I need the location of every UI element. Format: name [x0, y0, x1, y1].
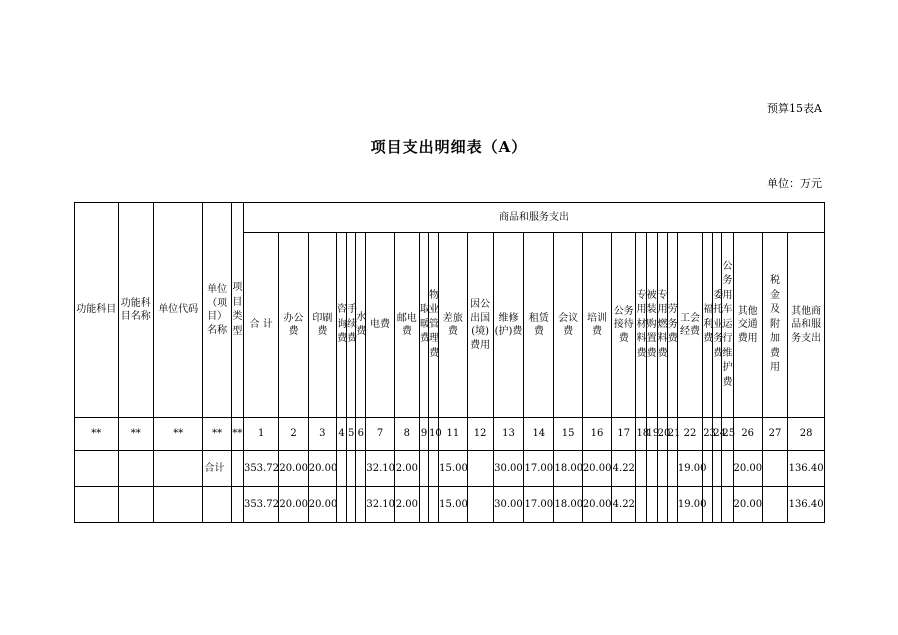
- column-header-20: [657, 233, 667, 418]
- value-cell: [467, 451, 493, 487]
- row-label-cell: 合计: [203, 451, 231, 487]
- value-cell: 19.00: [677, 487, 702, 523]
- value-cell: [713, 451, 722, 487]
- value-cell: [667, 451, 677, 487]
- index-star-1: **: [118, 418, 153, 451]
- index-number-15: 15: [554, 418, 582, 451]
- column-header-26: 其他交通费用: [733, 233, 762, 418]
- value-cell: 18.00: [554, 487, 582, 523]
- value-cell: [337, 487, 347, 523]
- value-cell: [657, 487, 667, 523]
- index-star-4: **: [231, 418, 243, 451]
- value-cell: 20.00: [279, 451, 308, 487]
- row-label-cell: [153, 487, 203, 523]
- column-header-15: 会议费: [554, 233, 582, 418]
- index-number-19: 19: [646, 418, 657, 451]
- index-number-3: 3: [308, 418, 336, 451]
- value-cell: 15.00: [439, 451, 467, 487]
- column-header-9: [419, 233, 428, 418]
- value-cell: [722, 451, 733, 487]
- value-cell: 20.00: [308, 451, 336, 487]
- column-header-4-text: 咨询费: [337, 304, 348, 345]
- column-header-10: [429, 233, 439, 418]
- value-cell: 17.00: [524, 487, 554, 523]
- row-label-cell: [203, 487, 231, 523]
- index-number-11: 11: [439, 418, 467, 451]
- value-cell: [356, 487, 366, 523]
- value-cell: [762, 451, 787, 487]
- row-label-cell: [231, 451, 243, 487]
- index-number-13: 13: [493, 418, 523, 451]
- table-row: [75, 451, 825, 487]
- column-header-9-text: 取暖费: [419, 304, 430, 345]
- form-reference: 预算15表A: [767, 102, 822, 115]
- column-header-13: 维修(护)费: [493, 233, 523, 418]
- value-cell: [722, 487, 733, 523]
- index-number-14: 14: [524, 418, 554, 451]
- value-cell: [429, 487, 439, 523]
- index-number-17: 17: [612, 418, 636, 451]
- value-cell: [429, 451, 439, 487]
- column-header-23: [703, 233, 713, 418]
- column-header-27-text: 税金及附加费用: [770, 275, 780, 374]
- column-header-7: 电费: [366, 233, 394, 418]
- column-header-20-text: 专用燃料费: [657, 289, 668, 359]
- page-title: 项目支出明细表（A）: [370, 138, 528, 156]
- value-cell: 353.72: [243, 451, 278, 487]
- column-header-6-text: 水费: [356, 311, 367, 337]
- column-header-21-text: 劳务费: [667, 304, 678, 345]
- column-header-10-text: 物业管理费: [429, 289, 440, 359]
- index-number-9: 9: [419, 418, 428, 451]
- index-number-26: 26: [733, 418, 762, 451]
- column-header-18-text: 专用材料费: [636, 289, 647, 359]
- value-cell: [347, 451, 356, 487]
- index-number-8: 8: [394, 418, 419, 451]
- value-cell: [356, 451, 366, 487]
- index-number-24: 24: [713, 418, 722, 451]
- column-header-24-text: 委托业务费: [713, 289, 724, 359]
- unit-label: 单位：万元: [767, 177, 822, 190]
- index-number-23: 23: [703, 418, 713, 451]
- index-number-25: 25: [722, 418, 733, 451]
- group-header: 商品和服务支出: [243, 203, 824, 233]
- column-header-17: 公务接待费: [612, 233, 636, 418]
- value-cell: 15.00: [439, 487, 467, 523]
- value-cell: [667, 487, 677, 523]
- value-cell: [419, 487, 428, 523]
- column-header-27: [762, 233, 787, 418]
- column-header-5-text: 手续费: [347, 304, 358, 345]
- value-cell: [347, 487, 356, 523]
- row-label-cell: [118, 451, 153, 487]
- column-header-12: 因公出国(境)费用: [467, 233, 493, 418]
- value-cell: 30.00: [493, 487, 523, 523]
- index-star-2: **: [153, 418, 203, 451]
- value-cell: 4.22: [612, 487, 636, 523]
- index-number-22: 22: [677, 418, 702, 451]
- column-header-25-text: 公务用车运行维护费: [722, 260, 733, 388]
- value-cell: [646, 451, 657, 487]
- value-cell: 32.10: [366, 487, 394, 523]
- value-cell: 17.00: [524, 451, 554, 487]
- row-label-cell: [75, 451, 119, 487]
- left-header-0: 功能科目: [75, 203, 119, 418]
- column-header-19: [646, 233, 657, 418]
- index-number-21: 21: [667, 418, 677, 451]
- row-label-cell: [75, 487, 119, 523]
- value-cell: 20.00: [582, 451, 611, 487]
- value-cell: 2.00: [394, 451, 419, 487]
- column-header-24: [713, 233, 722, 418]
- value-cell: [337, 451, 347, 487]
- column-header-6: [356, 233, 366, 418]
- value-cell: 32.10: [366, 451, 394, 487]
- column-header-3: 印刷费: [308, 233, 336, 418]
- value-cell: [636, 487, 646, 523]
- index-number-16: 16: [582, 418, 611, 451]
- value-cell: [646, 487, 657, 523]
- value-cell: 353.72: [243, 487, 278, 523]
- index-number-6: 6: [356, 418, 366, 451]
- index-number-5: 5: [347, 418, 356, 451]
- left-header-1: 功能科目名称: [118, 203, 153, 418]
- column-header-21: [667, 233, 677, 418]
- index-number-28: 28: [788, 418, 825, 451]
- value-cell: 19.00: [677, 451, 702, 487]
- value-cell: 30.00: [493, 451, 523, 487]
- value-cell: 20.00: [308, 487, 336, 523]
- value-cell: 20.00: [279, 487, 308, 523]
- value-cell: 4.22: [612, 451, 636, 487]
- row-label-cell: [118, 487, 153, 523]
- index-number-1: 1: [243, 418, 278, 451]
- left-header-3: 单位（项目）名称: [203, 203, 231, 418]
- left-header-2: 单位代码: [153, 203, 203, 418]
- value-cell: 136.40: [788, 487, 825, 523]
- index-number-27: 27: [762, 418, 787, 451]
- index-star-0: **: [75, 418, 119, 451]
- value-cell: [713, 487, 722, 523]
- value-cell: [636, 451, 646, 487]
- column-header-28: 其他商品和服务支出: [788, 233, 825, 418]
- value-cell: [419, 451, 428, 487]
- value-cell: 20.00: [582, 487, 611, 523]
- column-header-25: [722, 233, 733, 418]
- index-number-18: 18: [636, 418, 646, 451]
- column-header-11: 差旅费: [439, 233, 467, 418]
- value-cell: 18.00: [554, 451, 582, 487]
- column-header-19-text: 被装购置费: [646, 289, 657, 359]
- value-cell: [657, 451, 667, 487]
- value-cell: [467, 487, 493, 523]
- column-header-23-text: 福利费: [703, 304, 714, 345]
- value-cell: 20.00: [733, 487, 762, 523]
- index-number-7: 7: [366, 418, 394, 451]
- index-number-20: 20: [657, 418, 667, 451]
- left-header-4-text: 项目类型: [232, 282, 243, 337]
- row-label-cell: [153, 451, 203, 487]
- expense-table: [74, 202, 825, 523]
- value-cell: 136.40: [788, 451, 825, 487]
- value-cell: [762, 487, 787, 523]
- column-header-16: 培训费: [582, 233, 611, 418]
- left-header-4: [231, 203, 243, 418]
- value-cell: 2.00: [394, 487, 419, 523]
- table-row: [75, 487, 825, 523]
- row-label-cell: [231, 487, 243, 523]
- index-number-4: 4: [337, 418, 347, 451]
- column-header-2: 办公费: [279, 233, 308, 418]
- column-header-5: [347, 233, 356, 418]
- index-number-12: 12: [467, 418, 493, 451]
- index-number-10: 10: [429, 418, 439, 451]
- column-header-22: 工会经费: [677, 233, 702, 418]
- column-header-18: [636, 233, 646, 418]
- column-header-14: 租赁费: [524, 233, 554, 418]
- index-star-3: **: [203, 418, 231, 451]
- column-header-8: 邮电费: [394, 233, 419, 418]
- index-number-2: 2: [279, 418, 308, 451]
- column-header-1: 合 计: [243, 233, 278, 418]
- column-header-4: [337, 233, 347, 418]
- value-cell: 20.00: [733, 451, 762, 487]
